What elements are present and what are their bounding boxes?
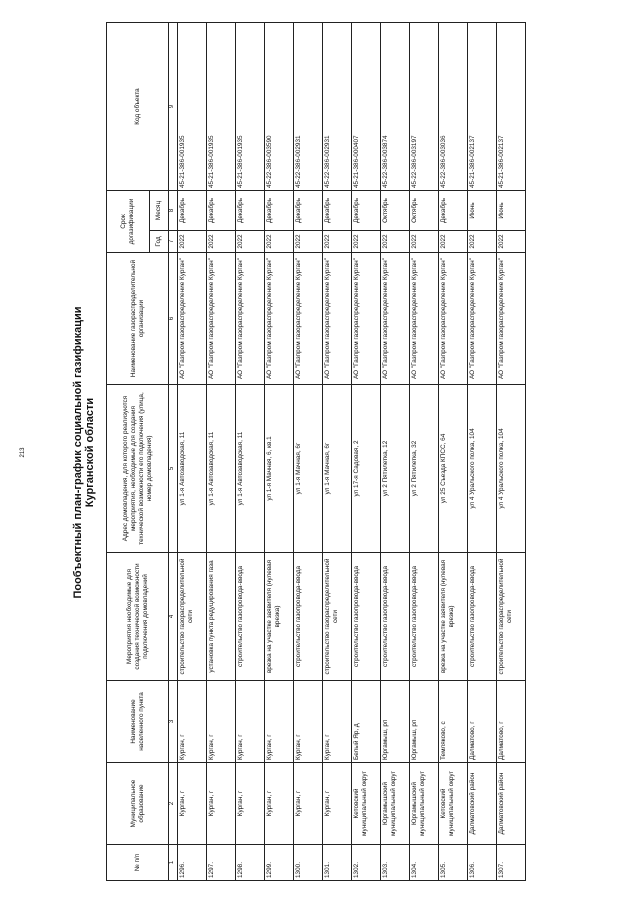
cell-year: 2022 [294,231,323,253]
cell-address: ул 1-я Мачная, 6г [294,385,323,553]
cell-month: Декабрь [236,191,265,231]
cell-municipality: Курган, г [178,763,207,845]
cell-organization: АО "Газпром газораспределение Курган" [468,253,497,385]
column-number: 8 [169,191,178,231]
cell-number: 1302. [352,845,381,881]
cell-year: 2022 [468,231,497,253]
column-number: 9 [169,23,178,191]
header-municipality: Муниципальное образование [107,763,169,845]
cell-measure: строительство газопровода-ввода [294,553,323,681]
cell-settlement: Далматово, г [497,681,526,763]
cell-settlement: Юргамыш, рп [381,681,410,763]
cell-measure: строительство газопровода-ввода [410,553,439,681]
cell-measure: строительство газораспределительной сети [178,553,207,681]
cell-address: ул 1-я Автозаводская, 11 [178,385,207,553]
cell-year: 2022 [410,231,439,253]
cell-address: ул 4 Уральского полка, 104 [497,385,526,553]
column-number: 5 [169,385,178,553]
cell-organization: АО "Газпром газораспределение Курган" [207,253,236,385]
cell-measure: строительство газопровода-ввода [352,553,381,681]
cell-code: 45-22-386-002931 [323,23,352,191]
cell-month: Декабрь [294,191,323,231]
cell-municipality: Кетовский муниципальный округ [352,763,381,845]
cell-number: 1301. [323,845,352,881]
cell-code: 45-21-386-001935 [236,23,265,191]
cell-code: 45-22-386-002931 [294,23,323,191]
cell-code: 45-21-386-001935 [207,23,236,191]
table-row [381,23,410,881]
cell-year: 2022 [352,231,381,253]
cell-year: 2022 [381,231,410,253]
cell-measure: строительство газопровода-ввода [236,553,265,681]
cell-organization: АО "Газпром газораспределение Курган" [294,253,323,385]
cell-number: 1307. [497,845,526,881]
cell-year: 2022 [439,231,468,253]
cell-month: Декабрь [352,191,381,231]
cell-code: 45-22-386-003197 [410,23,439,191]
cell-measure: врезка на участке заявителя (нулевая врезка) [439,553,468,681]
cell-organization: АО "Газпром газораспределение Курган" [381,253,410,385]
header-year: Год [150,231,169,253]
cell-code: 45-21-386-002137 [468,23,497,191]
table-row [294,23,323,881]
cell-organization: АО "Газпром газораспределение Курган" [323,253,352,385]
cell-month: Декабрь [178,191,207,231]
table-row [236,23,265,881]
cell-address: ул 1-я Мачная, 6, кв.1 [265,385,294,553]
cell-municipality: Курган, г [265,763,294,845]
cell-settlement: Темляково, с [439,681,468,763]
cell-year: 2022 [178,231,207,253]
cell-address: ул 2 Пятилетка, 32 [410,385,439,553]
cell-address: ул 17-я Садовая, 2 [352,385,381,553]
cell-measure: врезка на участке заявителя (нулевая врезка) [265,553,294,681]
cell-settlement: Курган, г [178,681,207,763]
cell-municipality: Курган, г [294,763,323,845]
cell-municipality: Курган, г [207,763,236,845]
cell-settlement: Курган, г [236,681,265,763]
cell-organization: АО "Газпром газораспределение Курган" [410,253,439,385]
table-row [352,23,381,881]
header-code: Код объекта [107,23,169,191]
cell-measure: строительство газораспределительной сети [497,553,526,681]
cell-settlement: Курган, г [265,681,294,763]
cell-code: 45-21-386-001935 [178,23,207,191]
cell-municipality: Курган, г [236,763,265,845]
cell-number: 1305. [439,845,468,881]
header-measures: Мероприятия необходимые для создания технической возможности подключения домовладений [107,553,169,681]
cell-number: 1304. [410,845,439,881]
cell-number: 1306. [468,845,497,881]
cell-year: 2022 [323,231,352,253]
cell-measure: строительство газораспределительной сети [323,553,352,681]
cell-number: 1299. [265,845,294,881]
cell-municipality: Курган, г [323,763,352,845]
column-number: 2 [169,763,178,845]
cell-address: ул 1-я Автозаводская, 11 [207,385,236,553]
cell-organization: АО "Газпром газораспределение Курган" [439,253,468,385]
cell-year: 2022 [265,231,294,253]
cell-month: Декабрь [265,191,294,231]
cell-settlement: Курган, г [294,681,323,763]
header-deadline: Срок догазификации [107,191,150,253]
cell-settlement: Курган, г [323,681,352,763]
table-row [410,23,439,881]
cell-month: Июнь [468,191,497,231]
cell-address: ул 1-я Автозаводская, 11 [236,385,265,553]
cell-organization: АО "Газпром газораспределение Курган" [178,253,207,385]
header-organization: Наименование газораспределительной организации [107,253,169,385]
header-address: Адрес домовладения, для которого реализуются мероприятия, необходимые для создания технической возможности его подключения (улица, номер домовладения) [107,385,169,553]
cell-address: ул 4 Уральского полка, 104 [468,385,497,553]
gasification-schedule-table [106,22,526,881]
cell-settlement: Белый Яр, д [352,681,381,763]
table-row [497,23,526,881]
cell-organization: АО "Газпром газораспределение Курган" [236,253,265,385]
cell-organization: АО "Газпром газораспределение Курган" [352,253,381,385]
cell-year: 2022 [236,231,265,253]
cell-measure: установка пункта редуцирования газа [207,553,236,681]
document-subtitle: Курганской области [84,397,96,508]
cell-code: 45-21-386-002137 [497,23,526,191]
cell-month: Октябрь [381,191,410,231]
cell-settlement: Юргамыш, рп [410,681,439,763]
cell-municipality: Кетовский муниципальный округ [439,763,468,845]
table-row [207,23,236,881]
column-number: 6 [169,253,178,385]
table-row [468,23,497,881]
cell-code: 45-22-386-003590 [265,23,294,191]
cell-month: Июнь [497,191,526,231]
column-number: 3 [169,681,178,763]
cell-code: 45-22-386-003036 [439,23,468,191]
page-number: 213 [20,447,26,458]
cell-month: Декабрь [439,191,468,231]
cell-settlement: Курган, г [207,681,236,763]
cell-number: 1298. [236,845,265,881]
table-row [439,23,468,881]
cell-code: 45-21-386-000407 [352,23,381,191]
table-row [323,23,352,881]
cell-number: 1303. [381,845,410,881]
table-row [265,23,294,881]
cell-year: 2022 [207,231,236,253]
table-row [178,23,207,881]
document-title: Пообъектный план-график социальной газификации [72,306,84,599]
column-number: 7 [169,231,178,253]
header-month: Месяц [150,191,169,231]
column-number: 4 [169,553,178,681]
cell-number: 1297. [207,845,236,881]
cell-code: 45-22-386-003874 [381,23,410,191]
cell-organization: АО "Газпром газораспределение Курган" [265,253,294,385]
cell-organization: АО "Газпром газораспределение Курган" [497,253,526,385]
cell-measure: строительство газопровода-ввода [381,553,410,681]
cell-year: 2022 [497,231,526,253]
cell-address: ул 1-я Мачная, 6г [323,385,352,553]
cell-municipality: Далматовский район [468,763,497,845]
column-number: 1 [169,845,178,881]
cell-month: Октябрь [410,191,439,231]
cell-address: ул 2 Пятилетка, 12 [381,385,410,553]
header-settlement: Наименование населенного пункта [107,681,169,763]
header-no: № п/п [107,845,169,881]
cell-number: 1300. [294,845,323,881]
cell-number: 1296. [178,845,207,881]
cell-municipality: Юргамышский муниципальный округ [410,763,439,845]
cell-month: Декабрь [323,191,352,231]
cell-measure: строительство газопровода-ввода [468,553,497,681]
cell-municipality: Юргамышский муниципальный округ [381,763,410,845]
cell-month: Декабрь [207,191,236,231]
cell-municipality: Далматовский район [497,763,526,845]
cell-settlement: Далматово, г [468,681,497,763]
cell-address: ул 25 Съезда КПСС, 64 [439,385,468,553]
